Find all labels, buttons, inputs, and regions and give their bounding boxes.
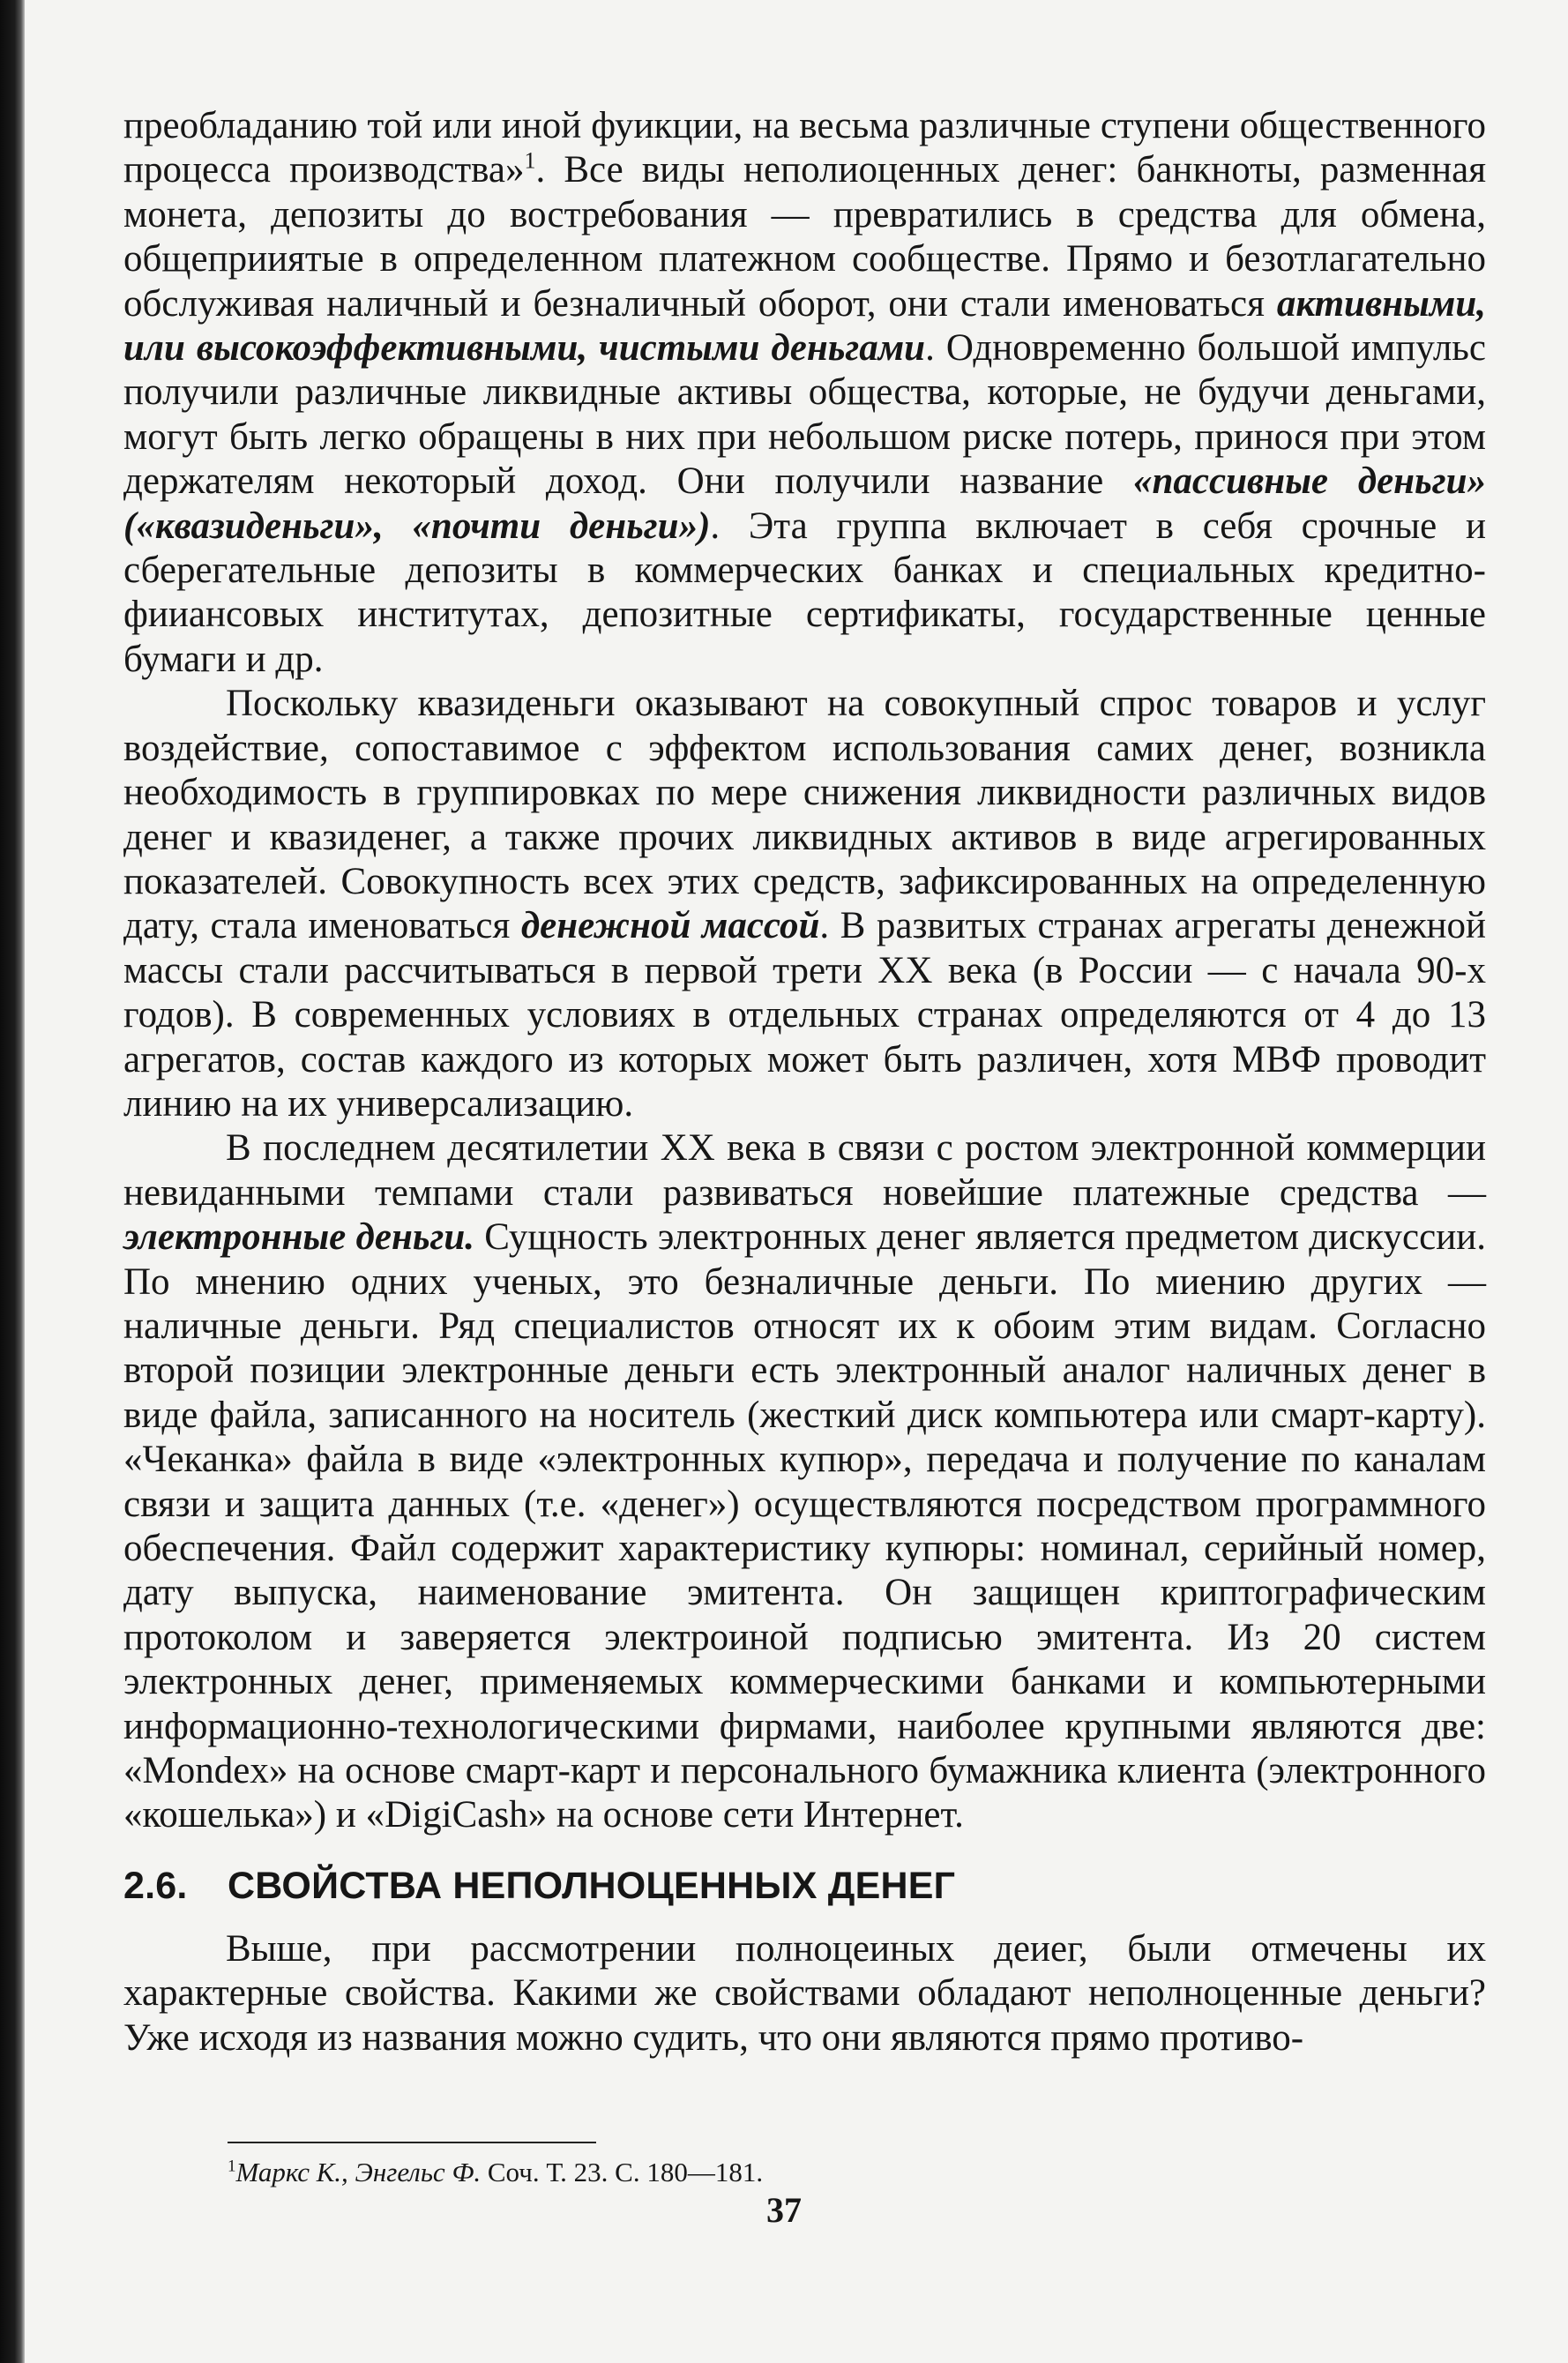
page-number: 37	[766, 2190, 802, 2230]
paragraph-1: преобладанию той или иной фуикции, на весьма различные ступени общественного процесса производства»$^1$. Все виды неполиоценных денег: банкноты, разменная монета, депозиты до востребования — превратились в средства для обмена, общеприиятые в определенном платежном сообществе. Прямо и безотлагательно обслуживая наличный и безналичный оборот, они стали именоваться активными, или высокоэффективными, чистыми деньгами. Одновременно большой импульс получили различные ликвидные активы общества, которые, не будучи деньгами, могут быть легко обращены в них при небольшом риске потерь, принося при этом держателям некоторый доход. Они получили название «пассивные деньги» («квазиденьги», «почти деньги»). Эта группа включает в себя срочные и сберегательные депозиты в коммерческих банках и специальных кредитно-фииансовых институтах, депозитные сертификаты, государственные ценные бумаги и др.	[123, 105, 1486, 680]
paragraph-2: Поскольку квазиденьги оказывают на совокупный спрос товаров и услуг воздействие, сопоставимое с эффектом использования самих денег, возникла необходимость в группировках по мере снижения ликвидности различных видов денег и квазиденег, а также прочих ликвидных активов в виде агрегированных показателей. Совокупность всех этих средств, зафиксированных на определенную дату, стала именоваться денежной массой. В развитых странах агрегаты денежной массы стали рассчитываться в первой трети XX века (в России — с начала 90-х годов). В современных условиях в отдельных странах определяются от 4 до 13 агрегатов, состав каждого из которых может быть различен, хотя МВФ проводит линию на их универсализацию.	[123, 683, 1486, 1125]
section-number: 2.6.	[123, 1864, 188, 1907]
term-money-supply: денежной массой	[520, 905, 820, 947]
paragraph-3: В последнем десятилетии XX века в связи с ростом электронной коммерции невиданными темпами стали развиваться новейшие платежные средства — электронные деньги. Сущность электронных денег является предметом дискуссии. По мнению одних ученых, это безналичные деньги. По миению других — наличные деньги. Ряд специалистов относят их к обоим этим видам. Согласно второй позиции электронные деньги есть электронный аналог наличных денег в виде файла, записанного на носитель (жесткий диск компьютера или смарт-карту). «Чеканка» файла в виде «электронных купюр», передача и получение по каналам связи и защита данных (т.е. «денег») осуществляются посредством программного обеспечения. Файл содержит характеристику купюры: номинал, серийный номер, дату выпуска, наименование эмитента. Он защищен криптографическим протоколом и заверяется электроиной подписью эмитента. Из 20 систем электронных денег, применяемых коммерческими банками и компьютерными информационно-технологическими фирмами, наиболее крупными являются две: «Mondex» на основе смарт-карт и персонального бумажника клиента (электронного «кошелька») и «DigiCash» на основе сети Интернет.	[123, 1127, 1486, 1836]
term-electronic-money: электронные деньги.	[123, 1216, 475, 1259]
footnote-marker: 1	[524, 148, 536, 175]
term-active-money: активными, или высокоэффективными, чистыми деньгами	[123, 282, 1486, 370]
footnote-number: 1	[228, 2157, 236, 2176]
footnote-authors: Маркс К., Энгельс Ф.	[235, 2157, 482, 2188]
footnote-reference: Соч. Т. 23. С. 180—181.	[481, 2157, 764, 2188]
footnote	[228, 2156, 1486, 2189]
book-spine-shadow	[0, 0, 25, 2363]
section-title: СВОЙСТВА НЕПОЛНОЦЕННЫХ ДЕНЕГ	[228, 1864, 956, 1907]
section-heading	[123, 1865, 1486, 1908]
paragraph-4: Выше, при рассмотрении полноцеиных деиег, были отмечены их характерные свойства. Какими же свойствами обладают неполноценные деньги? Уже исходя из названия можно судить, что они являются прямо противо-	[123, 1927, 1486, 2059]
page-body	[123, 104, 1486, 2189]
term-passive-money: «пассивные деньги» («квазиденьги», «почти деньги»)	[123, 460, 1486, 547]
footnote-divider	[228, 2142, 596, 2143]
